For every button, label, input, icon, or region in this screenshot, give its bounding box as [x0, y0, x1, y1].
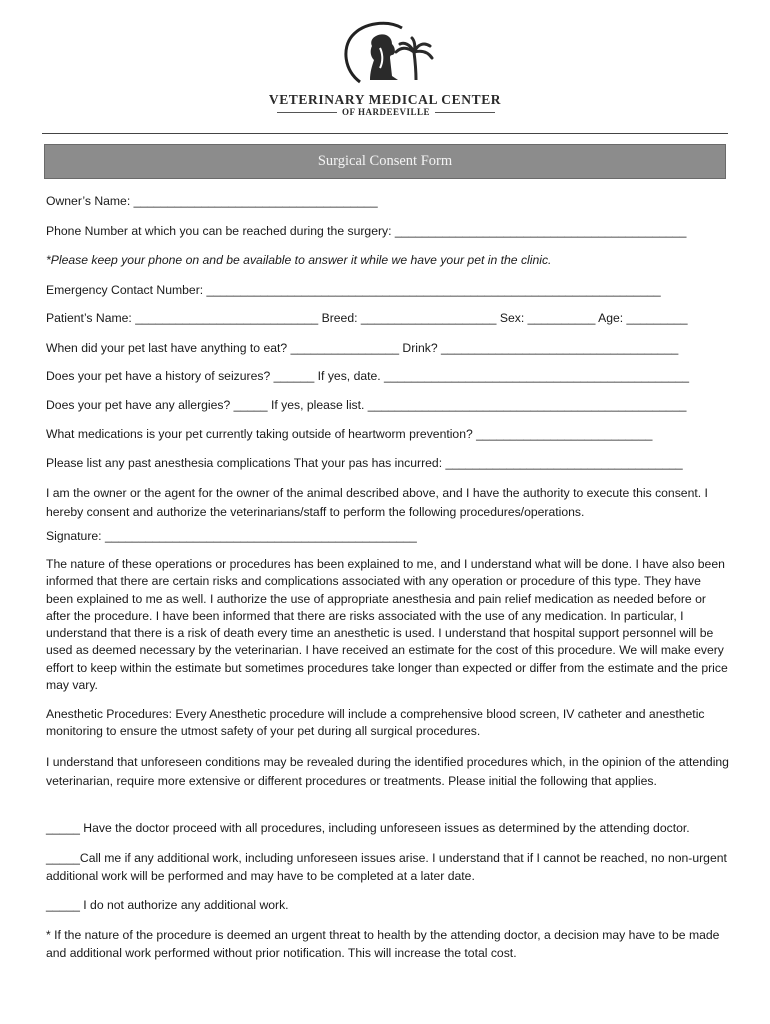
allergies-field[interactable]: Does your pet have any allergies? _____ If yes, please list. _______________________________________________	[46, 398, 687, 412]
urgent-footnote: * If the nature of the procedure is deemed an urgent threat to health by the attending doctor, a decision may have to be made and additional work performed without prior notification. This will increase the total cost.	[46, 928, 720, 960]
option-no-additional-work[interactable]: _____ I do not authorize any additional work.	[46, 898, 289, 912]
header-divider	[42, 133, 728, 134]
form-title: Surgical Consent Form	[44, 144, 726, 179]
clinic-name: VETERINARY MEDICAL CENTER	[268, 92, 502, 107]
emergency-contact-field[interactable]: Emergency Contact Number: ___________________________________________________________________	[46, 283, 661, 297]
last-ate-field[interactable]: When did your pet last have anything to eat? ________________ Drink? ___________________________________	[46, 341, 679, 355]
unforeseen-conditions-statement: I understand that unforeseen conditions may be revealed during the identified procedures which, in the opinion of the attending veterinarian, require more extensive or different procedures or treatments. Please initial the following that applies.	[46, 755, 729, 788]
patient-info-field[interactable]: Patient’s Name: ___________________________ Breed: ____________________ Sex: __________ Age: _________	[46, 311, 688, 325]
phone-note: *Please keep your phone on and be available to answer it while we have your pet in the clinic.	[46, 253, 552, 267]
medications-field[interactable]: What medications is your pet currently taking outside of heartworm prevention? __________________________	[46, 427, 653, 441]
option-proceed-all[interactable]: _____ Have the doctor proceed with all procedures, including unforeseen issues as determined by the attending doctor.	[46, 821, 690, 835]
phone-number-field[interactable]: Phone Number at which you can be reached during the surgery: ___________________________________________	[46, 224, 687, 238]
dog-palm-logo-icon	[340, 20, 440, 90]
risks-statement: The nature of these operations or procedures has been explained to me, and I understand what will be done. I have also been informed that there are certain risks and complications associated with any operation or procedure of this type. They have been explained to me as well. I authorize the use of appropriate anesthesia and pain relief medication as needed before or after the procedure. I have been informed that there are risks associated with the use of any medication. In particular, I understand that there is a risk of death every time an anesthetic is used. I understand that hospital support personnel will be used as deemed necessary by the veterinarian. I have received an estimate for the cost of this procedure. We will make every effort to keep within the estimate but sometimes procedures take longer than expected or differ from the estimate and the price may vary.	[46, 557, 728, 693]
anesthesia-complications-field[interactable]: Please list any past anesthesia complications That your pas has incurred: ___________________________________	[46, 456, 683, 470]
clinic-location: OF HARDEEVILLE	[272, 107, 500, 117]
seizure-history-field[interactable]: Does your pet have a history of seizures? ______ If yes, date. _____________________________________________	[46, 369, 690, 383]
clinic-logo	[0, 0, 770, 125]
signature-field[interactable]: Signature: ______________________________________________	[46, 529, 417, 543]
anesthetic-procedures-statement: Anesthetic Procedures: Every Anesthetic procedure will include a comprehensive blood screen, IV catheter and anesthetic monitoring to ensure the utmost safety of your pet during all surgical procedures.	[46, 707, 705, 739]
option-call-me[interactable]: _____Call me if any additional work, including unforeseen issues arise. I understand that if I cannot be reached, no non-urgent additional work will be performed and may have to be completed at a later date.	[46, 851, 727, 883]
authority-statement: I am the owner or the agent for the owner of the animal described above, and I have the authority to execute this consent. I hereby consent and authorize the veterinarians/staff to perform the following procedures/operations.	[46, 486, 708, 519]
owner-name-field[interactable]: Owner’s Name: ____________________________________	[46, 194, 378, 208]
